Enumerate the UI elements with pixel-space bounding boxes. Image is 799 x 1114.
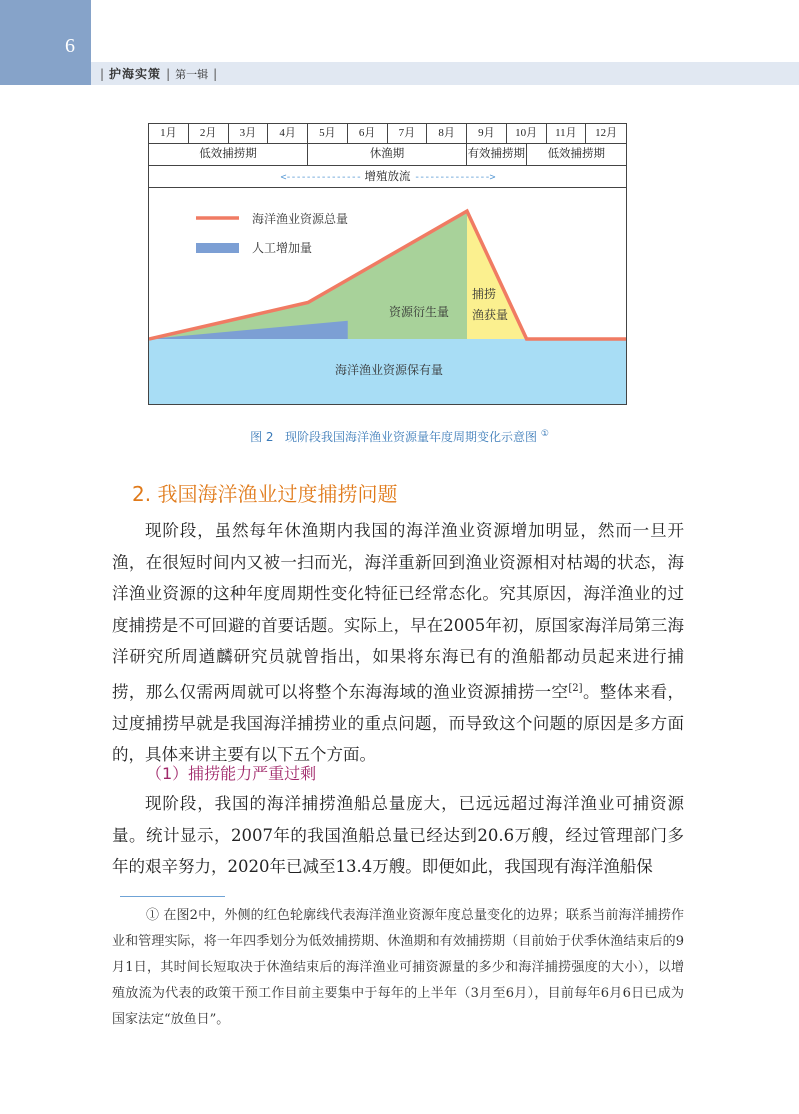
caption-number: 图 2 <box>250 430 274 444</box>
month-cell: 2月 <box>189 124 229 143</box>
derived-label: 资源衍生量 <box>388 305 450 319</box>
caption-text: 现阶段我国海洋渔业资源量年度周期变化示意图 <box>284 430 537 444</box>
legend-total-label: 海洋渔业资源总量 <box>252 212 349 226</box>
base-label: 海洋渔业资源保有量 <box>334 363 444 377</box>
citation-ref[interactable]: [2] <box>568 682 583 694</box>
header-separator: | <box>213 67 218 81</box>
footnote-divider <box>120 896 225 897</box>
arrow-left-icon: <--------------- <box>280 172 361 183</box>
month-cell: 6月 <box>348 124 388 143</box>
paragraph-1-tail: 。整体来看，过度捕捞早就是我国海洋捕捞业的重点问题，而导致这个问题的原因是多方面的，具体来讲主要有以下五个方面。 <box>112 682 685 764</box>
catch-label-1: 捕捞 <box>472 287 497 301</box>
section-title: 2. 我国海洋渔业过度捕捞问题 <box>132 482 398 506</box>
resource-chart <box>149 188 626 404</box>
month-cell: 11月 <box>547 124 587 143</box>
arrow-right-icon: ---------------> <box>414 172 495 183</box>
legend-area-swatch <box>196 243 239 253</box>
month-cell: 12月 <box>595 127 618 139</box>
paragraph-1-body: 现阶段，虽然每年休渔期内我国的海洋渔业资源增加明显，然而一旦开渔，在很短时间内又被一扫而光，海洋重新回到渔业资源相对枯竭的状态，海洋渔业资源的这种年度周期性变化特征已经常态化。究其原因，海洋渔业的过度捕捞是不可回避的首要话题。实际上，早在2005年初，原国家海洋局第三海洋研究所周遒麟研究员就曾指出，如果将东海已有的渔船都动员起来进行捕捞，那么仅需两周就可以将整个东海海域的渔业资源捕捞一空 <box>112 521 684 701</box>
release-label: 增殖放流 <box>364 169 411 183</box>
page-number-block <box>0 0 91 85</box>
subsection-title: （1）捕捞能力严重过剩 <box>146 764 317 783</box>
period-cell: 休渔期 <box>308 144 467 165</box>
period-cell: 低效捕捞期 <box>149 144 308 165</box>
month-cell: 7月 <box>388 124 428 143</box>
paragraph-1 <box>112 515 684 771</box>
figure-caption <box>0 428 799 445</box>
month-cell: 9月 <box>467 124 507 143</box>
book-title: 护海实策 <box>109 67 162 81</box>
caption-footnote-ref[interactable]: ① <box>540 429 549 439</box>
running-header <box>91 62 799 85</box>
period-cell: 低效捕捞期 <box>547 148 606 160</box>
catch-label-2: 渔获量 <box>472 308 509 322</box>
month-cell: 10月 <box>507 124 547 143</box>
paragraph-2: 现阶段，我国的海洋捕捞渔船总量庞大，已远远超过海洋渔业可捕资源量。统计显示，2007年的我国渔船总量已经达到20.6万艘，经过管理部门多年的艰辛努力，2020年已减至13.4万艘。即便如此，我国现有海洋渔船保 <box>112 794 684 876</box>
footnote: ① 在图2中，外侧的红色轮廓线代表海洋渔业资源年度总量变化的边界；联系当前海洋捕捞作业和管理实际，将一年四季划分为低效捕捞期、休渔期和有效捕捞期（目前始于伏季休渔结束后的9月1日，其时间长短取决于休渔结束后的海洋渔业可捕资源量的多少和海洋捕捞强度的大小），以增殖放流为代表的政策干预工作目前主要集中于每年的上半年（3月至6月），目前每年6月6日已成为国家法定“放鱼日”。 <box>112 908 684 1027</box>
months-row <box>149 124 626 144</box>
month-cell: 5月 <box>308 124 348 143</box>
volume-label: 第一辑 <box>175 68 209 81</box>
header-separator: | <box>166 67 171 81</box>
month-cell: 1月 <box>149 124 189 143</box>
month-cell: 4月 <box>268 124 308 143</box>
month-cell: 3月 <box>229 124 269 143</box>
figure-2 <box>148 123 627 405</box>
release-row <box>149 166 626 188</box>
month-cell: 8月 <box>427 124 467 143</box>
header-separator: | <box>100 67 105 81</box>
legend-artificial-label: 人工增加量 <box>252 241 313 255</box>
period-cell: 有效捕捞期 <box>467 144 527 165</box>
page-number: 6 <box>65 35 75 57</box>
derived-area <box>149 211 467 339</box>
periods-row <box>149 144 626 166</box>
